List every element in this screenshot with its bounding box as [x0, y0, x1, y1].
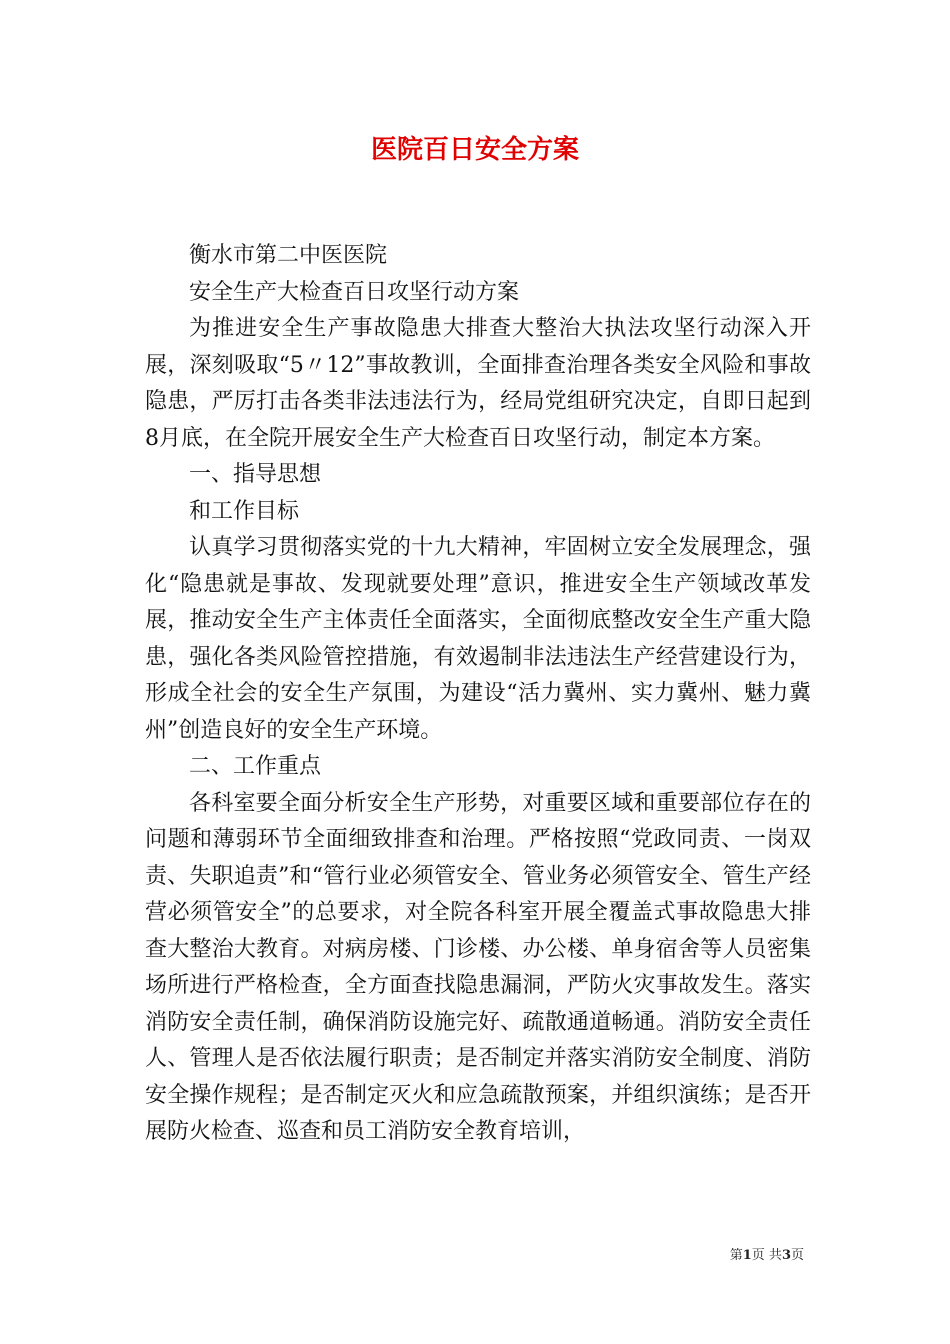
section-heading-work-goals: 和工作目标 — [189, 498, 300, 524]
page-number-total: 3 — [781, 1248, 791, 1263]
page-number-suffix: 页 — [790, 1248, 804, 1263]
hospital-name-line: 衡水市第二中医医院 — [189, 243, 388, 268]
work-focus-paragraph: 各科室要全面分析安全生产形势，对重要区域和重要部位存在的问题和薄弱环节全面细致排查和治理。严格按照“党政同责、一岗双责、失职追责”和“管行业必须管安全、管业务必须管安全、管生产经营必须管安全”的总要求，对全院各科室开展全覆盖式事故隐患大排查大整治大教育。对病房楼、门诊楼、办公楼、单身宿舍等人员密集场所进行严格检查，全方面查找隐患漏洞，严防火灾事故发生。落实消防安全责任制，确保消防设施完好、疏散通道畅通。消防安全责任人、管理人是否依法履行职责；是否制定并落实消防安全制度、消防安全操作规程；是否制定灭火和应急疏散预案，并组织演练；是否开展防火检查、巡查和员工消防安全教育培训， — [145, 790, 811, 1144]
document-title: 医院百日安全方案 — [370, 135, 579, 165]
page-number-middle: 页 共 — [751, 1248, 782, 1263]
page-number-prefix: 第 — [729, 1248, 743, 1263]
guiding-thought-paragraph: 认真学习贯彻落实党的十九大精神，牢固树立安全发展理念，强化“隐患就是事故、发现就要处理”意识，推进安全生产领域改革发展，推动安全生产主体责任全面落实，全面彻底整改安全生产重大隐患，强化各类风险管控措施，有效遏制非法违法生产经营建设行为，形成全社会的安全生产氛围，为建设“活力冀州、实力冀州、魅力冀州”创造良好的安全生产环境。 — [145, 535, 811, 743]
intro-paragraph: 为推进安全生产事故隐患大排查大整治大执法攻坚行动深入开展，深刻吸取“5〃12”事故教训，全面排查治理各类安全风险和事故隐患，严厉打击各类非法违法行为，经局党组研究决定，自即日起到8月底，在全院开展安全生产大检查百日攻坚行动，制定本方案。 — [145, 316, 811, 451]
page-number-current: 1 — [742, 1248, 752, 1263]
page-number — [0, 1247, 950, 1265]
section-heading-work-focus: 二、工作重点 — [189, 754, 322, 779]
section-heading-guiding-thought: 一、指导思想 — [189, 462, 322, 487]
plan-subtitle-line: 安全生产大检查百日攻坚行动方案 — [189, 279, 520, 305]
document-body — [145, 238, 811, 1151]
